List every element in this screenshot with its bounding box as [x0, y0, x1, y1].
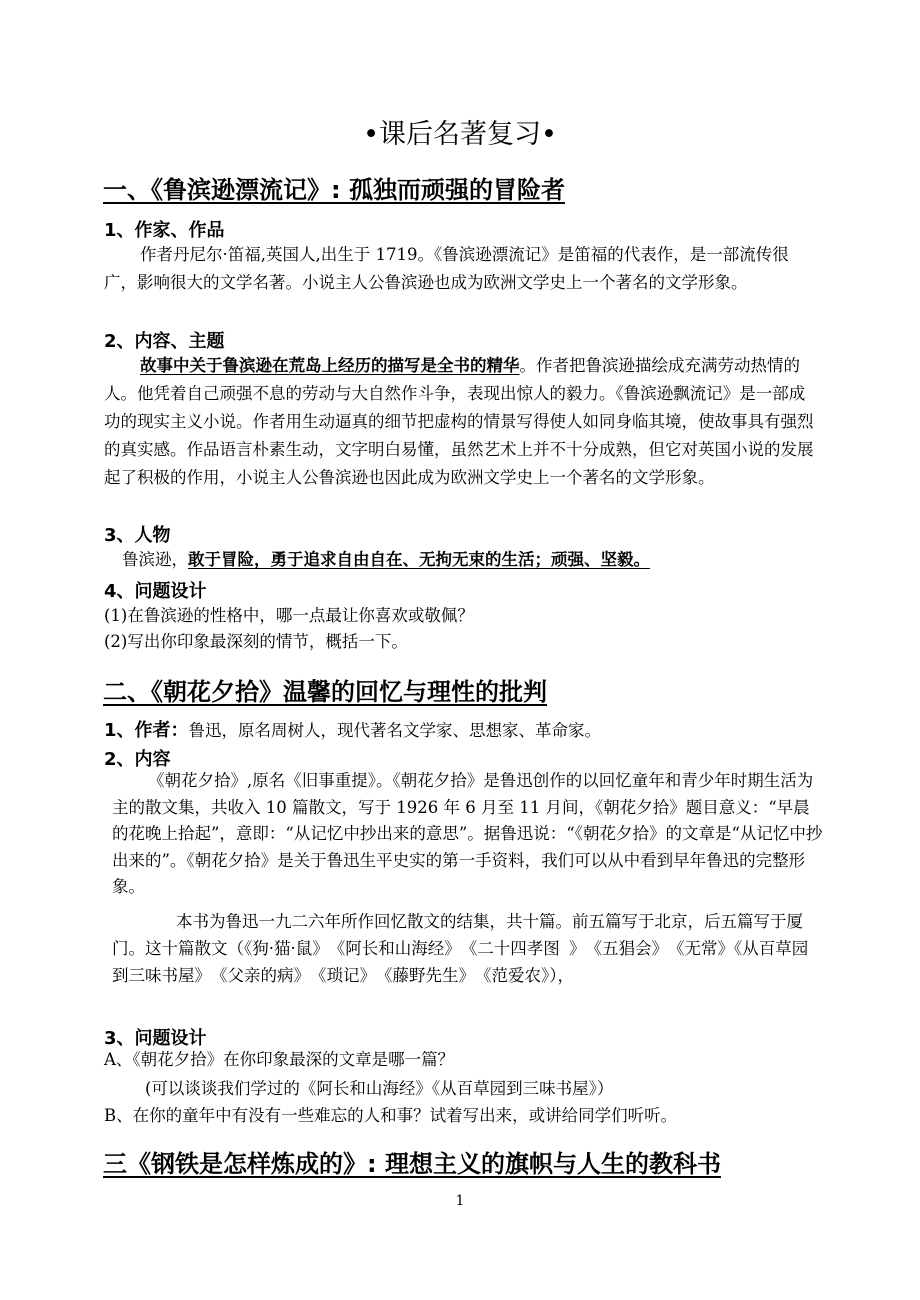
- section-1-content-paragraph: [104, 352, 820, 492]
- character-traits: 敢于冒险，勇于追求自由自在、无拘无束的生活；顽强、坚毅。: [188, 550, 650, 569]
- author-label: 1、作者：: [104, 720, 189, 741]
- section-2-sub-questions: 3、问题设计: [104, 1028, 207, 1049]
- author-text: 鲁迅，原名周树人，现代著名文学家、思想家、革命家。: [188, 721, 602, 740]
- section-1-author-paragraph: 作者丹尼尔·笛福,英国人,出生于 1719。《鲁滨逊漂流记》是笛福的代表作，是一部流传很广，影响很大的文学名著。小说主人公鲁滨逊也成为欧洲文学史上一个著名的文学形象。: [104, 245, 789, 292]
- character-name: 鲁滨逊，: [122, 550, 188, 569]
- character-description: [122, 548, 650, 572]
- section-2-question-a-hint: (可以谈谈我们学过的《阿长和山海经》《从百草园到三味书屋》）: [145, 1079, 614, 1098]
- section-1-question-2: (2)写出你印象最深刻的情节，概括一下。: [104, 632, 408, 651]
- section-2-question-b: B、在你的童年中有没有一些难忘的人和事？试着写出来，或讲给同学们听听。: [104, 1106, 678, 1125]
- content-paragraph-rest: 。作者把鲁滨逊描绘成充满劳动热情的人。他凭着自己顽强不息的劳动与大自然作斗争，表现出惊人的毅力。《鲁滨逊飘流记》是一部成功的现实主义小说。作者用生动逼真的细节把虚构的情景写得使人如同身临其境，使故事具有强烈的真实感。作品语言朴素生动，文字明白易懂，虽然艺术上并不十分成熟，但它对英国小说的发展起了积极的作用，小说主人公鲁滨逊也因此成为欧洲文学史上一个著名的文学形象。: [104, 356, 814, 487]
- section-1-sub-character: 3、人物: [104, 525, 171, 546]
- section-2-sub-content: 2、内容: [104, 749, 171, 770]
- section-1-sub-content-theme: 2、内容、主题: [104, 331, 225, 352]
- section-1-heading: 一、《鲁滨逊漂流记》: 孤独而顽强的冒险者: [103, 176, 565, 204]
- section-2-sub-author: [104, 716, 601, 742]
- section-2-question-a: A、《朝花夕拾》在你印象最深的文章是哪一篇？: [104, 1050, 455, 1069]
- section-3-heading: 三《钢铁是怎样炼成的》: 理想主义的旗帜与人生的教科书: [103, 1150, 721, 1178]
- section-2-content-paragraph-2: 本书为鲁迅一九二六年所作回忆散文的结集，共十篇。前五篇写于北京，后五篇写于厦门。这十篇散文（《狗·猫·鼠》 《阿长和山海经》 《二十四孝图 》 《五猖会》 《无常》《从百草园到三味书屋》 《父亲的病》 《琐记》 《藤野先生》 《范爱农》），: [112, 912, 809, 985]
- section-1-sub-author-works: 1、作家、作品: [104, 220, 225, 241]
- key-point-emphasis: 故事中关于鲁滨逊在荒岛上经历的描写是全书的精华: [140, 356, 520, 375]
- page-number: 1: [455, 1193, 465, 1209]
- section-2-heading: 二、《朝花夕拾》温馨的回忆与理性的批判: [103, 678, 547, 706]
- section-2-content-paragraph-1: 《朝花夕拾》,原名《旧事重提》。《朝花夕拾》是鲁迅创作的以回忆童年和青少年时期生活为主的散文集，共收入 10 篇散文，写于 1926 年 6 月至 11 月间，《朝花夕拾》题目意义：“早晨的花晚上拾起”，意即：“从记忆中抄出来的意思”。据鲁迅说：“《朝花夕拾》的文章是“从记忆中抄出来的”。《朝花夕拾》是关于鲁迅生平史实的第一手资料，我们可以从中看到早年鲁迅的完整形象。: [112, 771, 823, 896]
- page-title: •课后名著复习•: [363, 119, 557, 150]
- section-1-sub-questions: 4、问题设计: [104, 581, 207, 602]
- section-1-question-1: (1)在鲁滨逊的性格中，哪一点最让你喜欢或敬佩？: [104, 606, 474, 625]
